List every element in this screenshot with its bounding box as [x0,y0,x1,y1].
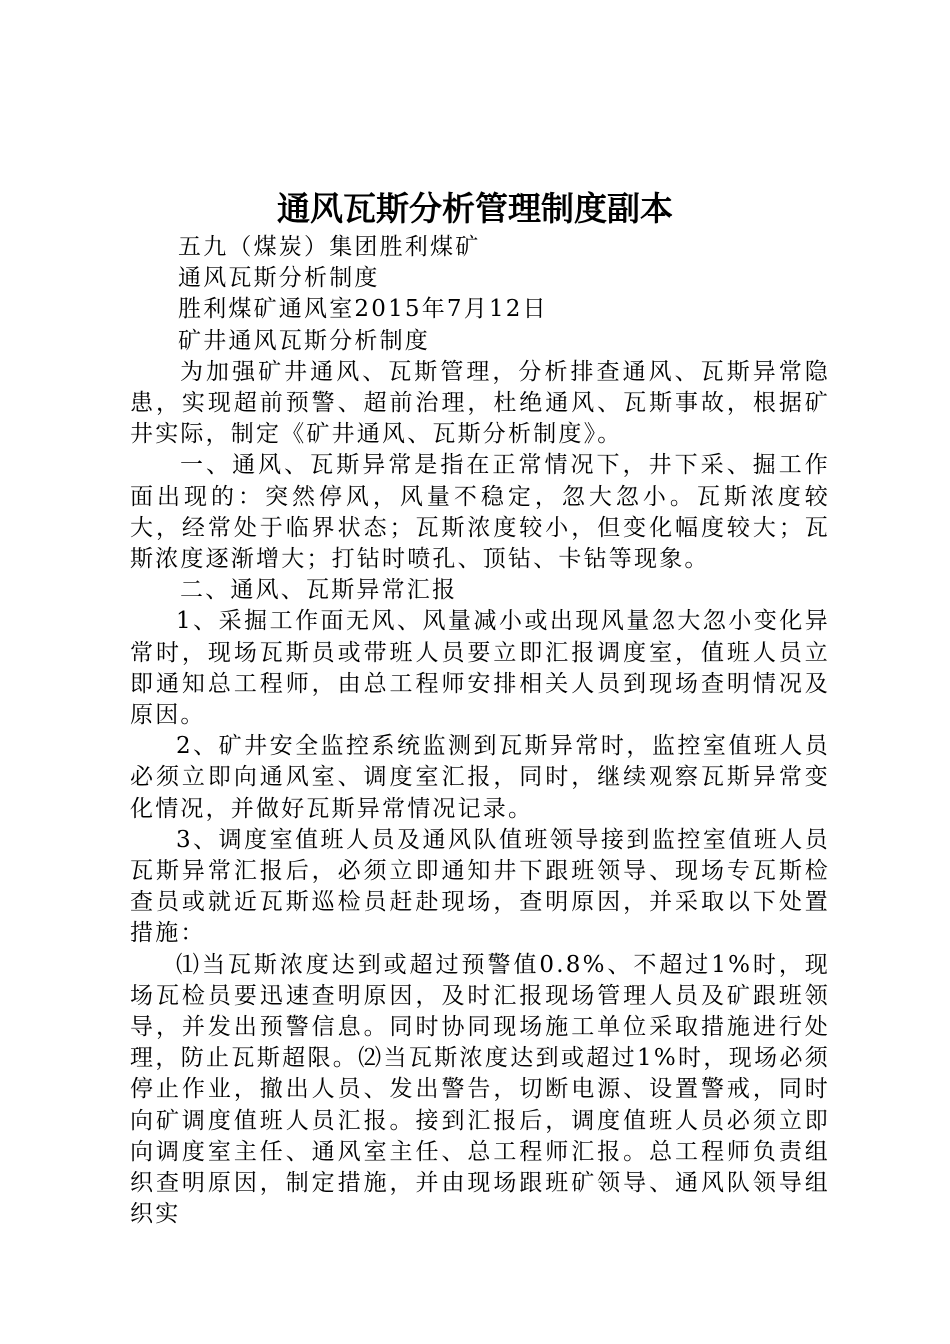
paragraph-measures: ⑴当瓦斯浓度达到或超过预警值0.8%、不超过1%时，现场瓦检员要迅速查明原因，及时汇报现场管理人员及矿跟班领导，并发出预警信息。同时协同现场施工单位采取措施进行处理，防止瓦斯超限。⑵当瓦斯浓度达到或超过1%时，现场必须停止作业，撤出人员、发出警告，切断电源、设置警戒，同时向矿调度值班人员汇报。接到汇报后，调度值班人员必须立即向调度室主任、通风室主任、总工程师汇报。总工程师负责组织查明原因，制定措施，并由现场跟班矿领导、通风队领导组织实 [130,951,830,1228]
section-heading-line: 矿井通风瓦斯分析制度 [178,327,430,354]
intro-paragraph: 为加强矿井通风、瓦斯管理，分析排查通风、瓦斯异常隐患，实现超前预警、超前治理，杜绝通风、瓦斯事故，根据矿井实际，制定《矿井通风、瓦斯分析制度》。 [130,358,830,448]
issuer-date-line: 胜利煤矿通风室2015年7月12日 [178,296,548,323]
paragraph-item-3: 3、调度室值班人员及通风队值班领导接到监控室值班人员瓦斯异常汇报后，必须立即通知井下跟班领导、现场专瓦斯检查员或就近瓦斯巡检员赶赴现场，查明原因，并采取以下处置措施： [130,826,830,947]
document-title: 通风瓦斯分析管理制度副本 [277,189,673,228]
document-body [130,232,830,1231]
paragraph-definition: 一、通风、瓦斯异常是指在正常情况下，井下采、掘工作面出现的：突然停风，风量不稳定，忽大忽小。瓦斯浓度较大，经常处于临界状态；瓦斯浓度较小，但变化幅度较大；瓦斯浓度逐渐增大；打钻时喷孔、顶钻、卡钻等现象。 [130,452,830,573]
doc-subtitle-line: 通风瓦斯分析制度 [178,265,380,292]
paragraph-reporting-heading: 二、通风、瓦斯异常汇报 [180,577,458,604]
paragraph-item-2: 2、矿井安全监控系统监测到瓦斯异常时，监控室值班人员必须立即向通风室、调度室汇报，同时，继续观察瓦斯异常变化情况，并做好瓦斯异常情况记录。 [130,733,830,822]
org-name-line: 五九（煤炭）集团胜利煤矿 [178,234,481,260]
paragraph-item-1: 1、采掘工作面无风、风量减小或出现风量忽大忽小变化异常时，现场瓦斯员或带班人员要立即汇报调度室，值班人员立即通知总工程师，由总工程师安排相关人员到现场查明情况及原因。 [130,608,830,729]
